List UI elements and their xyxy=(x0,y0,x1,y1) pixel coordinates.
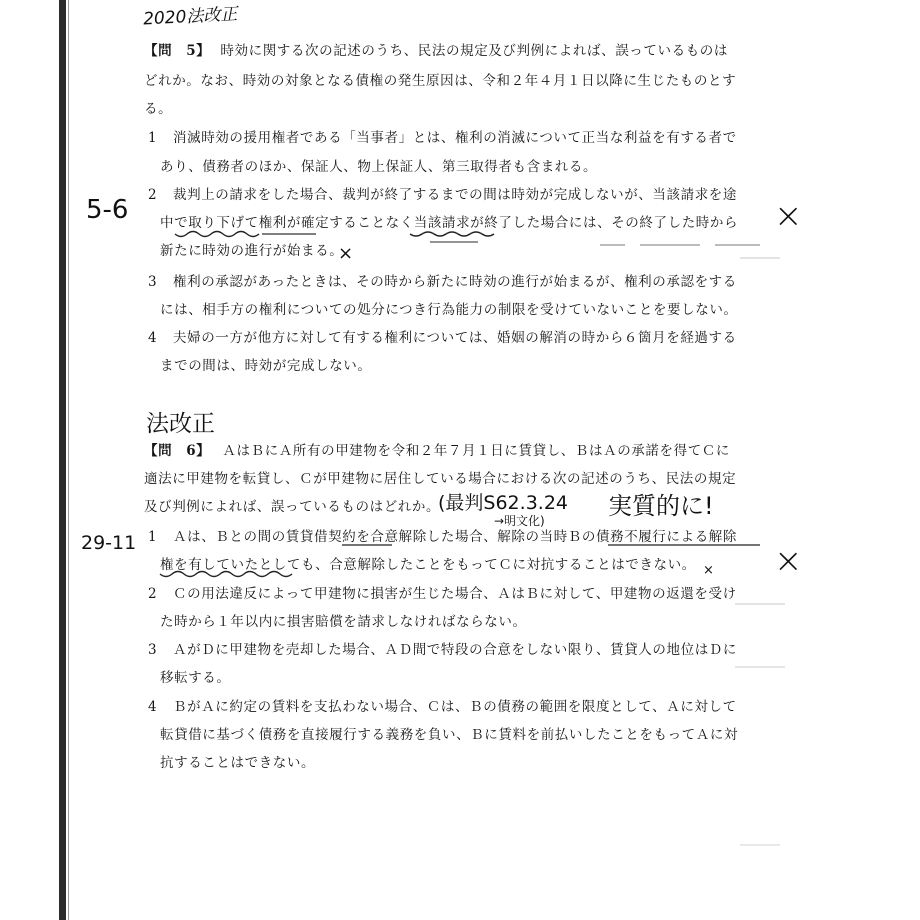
q5-stem-3: る。 xyxy=(144,101,173,117)
q5-option-2-line-3: 新たに時効の進行が始まる。 xyxy=(160,243,344,259)
q6-option-4-number: 4 xyxy=(148,699,158,715)
q5-option-3-line-2: には、相手方の権利についての処分につき行為能力の制限を受けていないことを要しない。 xyxy=(160,302,738,318)
q6-option-2-line-1: Ｃの用法違反によって甲建物に損害が生じた場合、ＡはＢに対して、甲建物の返還を受け xyxy=(173,586,737,602)
q5-option-3-line-1: 権利の承認があったときは、その時から新たに時効の進行が始まるが、権利の承認をする xyxy=(173,274,737,290)
q5-option-1-number: 1 xyxy=(148,130,158,146)
q6-option-3-line-2: 移転する。 xyxy=(160,670,231,686)
q6-option-4-line-3: 抗することはできない。 xyxy=(160,755,316,771)
q5-stem-2: どれか。なお、時効の対象となる債権の発生原因は、令和２年４月１日以降に生じたものとす xyxy=(144,73,737,89)
small-cross-q5: × xyxy=(338,243,354,264)
underline-wavy-q6-kenwo xyxy=(160,572,292,577)
q6-heading: 【問 6】 xyxy=(144,443,211,459)
q6-option-4-line-2: 転貸借に基づく債務を直接履行する義務を負い、Ｂに賃料を前払いしたことをもってＡに対 xyxy=(160,727,739,743)
underline-wavy-q5-shuryo xyxy=(410,232,494,236)
handwritten-ref-q6: 29-11 xyxy=(81,532,137,554)
q6-option-3-line-1: ＡがＤに甲建物を売却した場合、ＡＤ間で特段の合意をしない限り、賃貸人の地位はＤに xyxy=(173,642,737,658)
handwritten-ref-q5: 5-6 xyxy=(86,195,129,225)
underline-wavy-q5-torisage xyxy=(175,232,259,237)
q6-option-1-number: 1 xyxy=(148,529,158,545)
q5-option-4-line-2: までの間は、時効が完成しない。 xyxy=(160,358,372,374)
handwritten-top-note: 2020法改正 xyxy=(142,4,238,30)
handwritten-substantive: 実質的に! xyxy=(608,492,714,520)
q6-option-2-line-2: た時から１年以内に損害賠償を請求しなければならない。 xyxy=(160,614,527,630)
q6-option-3-number: 3 xyxy=(148,642,158,658)
handwritten-case-ref-sub: →明文化) xyxy=(494,514,545,528)
handwritten-case-ref: (最判S62.3.24 xyxy=(438,492,568,514)
q5-heading: 【問 5】 xyxy=(144,43,211,59)
small-cross-q6: × xyxy=(703,563,714,578)
q6-option-4-line-1: ＢがＡに約定の賃料を支払わない場合、Ｃは、Ｂの債務の範囲を限度として、Ａに対して xyxy=(173,699,737,715)
q6-stem-3: 及び判例によれば、誤っているものはどれか。 xyxy=(144,499,441,515)
q6-option-1-line-1: Ａは、Ｂとの間の賃貸借契約を合意解除した場合、解除の当時Ｂの債務不履行による解除 xyxy=(173,529,737,545)
q6-stem-2: 適法に甲建物を転貸し、Ｃが甲建物に居住している場合における次の記述のうち、民法の規定 xyxy=(144,471,737,487)
q5-option-3-number: 3 xyxy=(148,274,158,290)
q6-option-1-line-2: 権を有していたとしても、合意解除したことをもってＣに対抗することはできない。 xyxy=(160,557,696,573)
q5-stem-1: 時効に関する次の記述のうち、民法の規定及び判例によれば、誤っているものは xyxy=(220,43,729,59)
cross-mark-q6: × xyxy=(774,541,803,581)
q5-option-2-line-1: 裁判上の請求をした場合、裁判が終了するまでの間は時効が完成しないが、当該請求を途 xyxy=(173,187,737,203)
q5-option-1-line-2: あり、債務者のほか、保証人、物上保証人、第三取得者も含まれる。 xyxy=(160,159,598,175)
q5-option-1-line-1: 消滅時効の援用権者である「当事者」とは、権利の消滅について正当な利益を有する者で xyxy=(173,130,737,146)
cross-mark-q5: × xyxy=(774,196,803,236)
q5-option-2-number: 2 xyxy=(148,187,158,203)
handwritten-section-label: 法改正 xyxy=(146,411,215,437)
q5-option-4-number: 4 xyxy=(148,330,158,346)
q6-stem-1: ＡはＢにＡ所有の甲建物を令和２年７月１日に賃貸し、ＢはＡの承諾を得てＣに xyxy=(222,443,731,459)
q5-option-4-line-1: 夫婦の一方が他方に対して有する権利については、婚姻の解消の時から６箇月を経過する xyxy=(173,330,737,346)
q5-option-2-line-2: 中で取り下げて権利が確定することなく当該請求が終了した場合には、その終了した時から xyxy=(160,215,739,231)
q6-option-2-number: 2 xyxy=(148,586,158,602)
